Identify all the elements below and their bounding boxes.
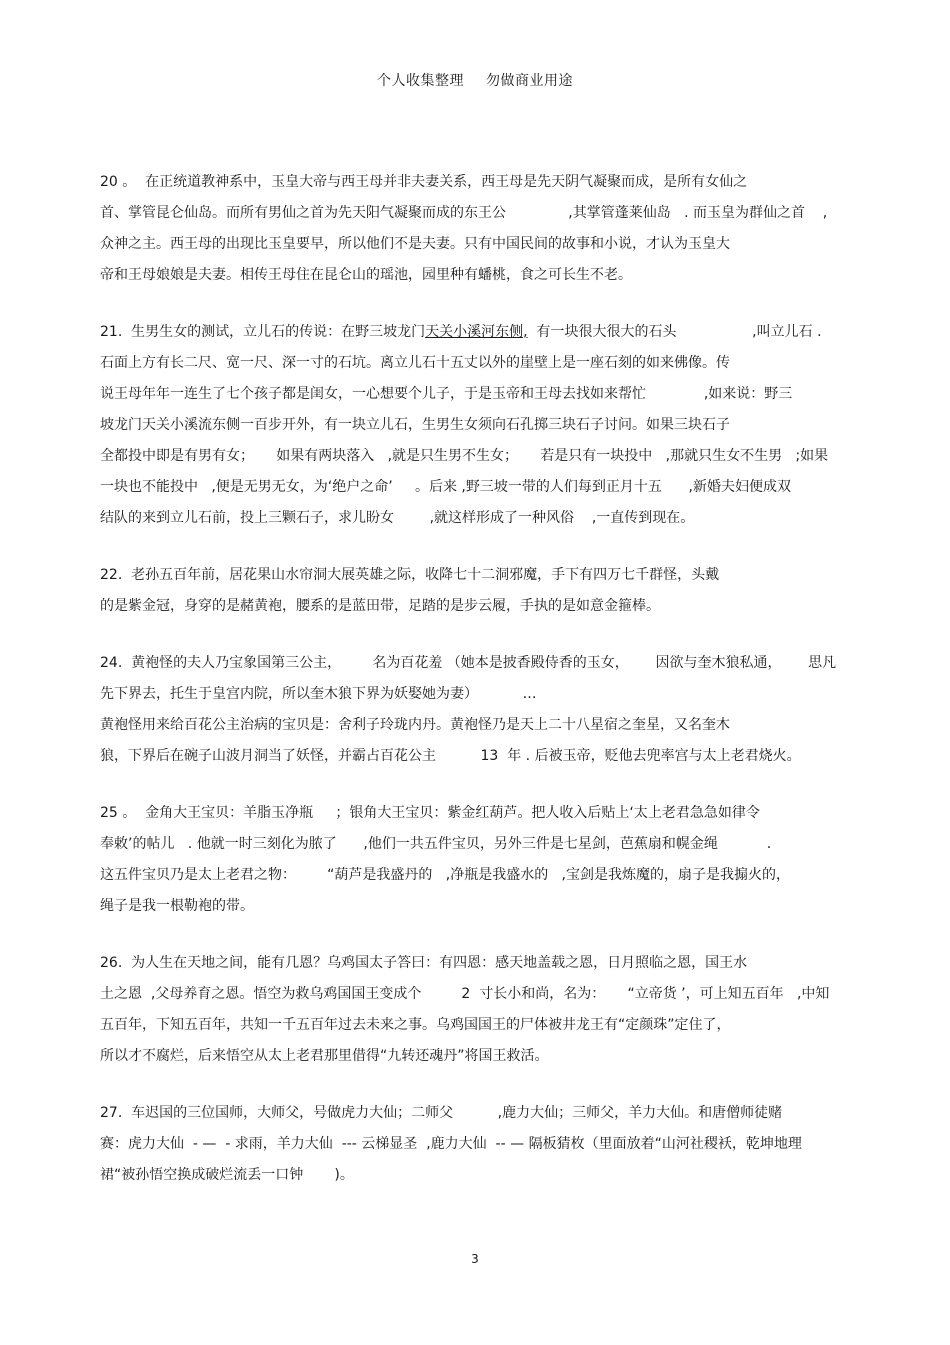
paragraph-line: 土之恩 ,父母养育之恩。悟空为救乌鸡国国王变成个 2 寸长小和尚，名为： “立帝货 ’，可上知五百年 ,中知 bbox=[100, 986, 830, 1002]
underlined-text: 天关小溪河东侧, bbox=[425, 324, 528, 340]
header-right-text: 勿做商业用途 bbox=[486, 73, 573, 89]
paragraph-line: 裙“被孙悟空换成破烂流丢一口钟 )。 bbox=[100, 1167, 354, 1183]
paragraph-26 bbox=[100, 948, 870, 1072]
paragraph-line: 24. 黄袍怪的夫人乃宝象国第三公主， 名为百花羞 （她本是披香殿侍香的玉女， 因欲与奎木狼私通， 思凡 bbox=[100, 655, 837, 671]
paragraph-21 bbox=[100, 317, 870, 534]
paragraph-line: 绳子是我一根勒袍的带。 bbox=[100, 898, 254, 914]
paragraph-line: 奉敕’的帖儿 . 他就一时三刻化为脓了 ,他们一共五件宝贝，另外三件是七星剑，芭蕉扇和幌金绳 . bbox=[100, 836, 772, 852]
document-body bbox=[100, 167, 870, 1217]
paragraph-line: 石面上方有长二尺、宽一尺、深一寸的石坑。离立儿石十五丈以外的崖壁上是一座石刻的如来佛像。传 bbox=[100, 355, 730, 371]
paragraph-27 bbox=[100, 1098, 870, 1191]
paragraph-line: 众神之主。西王母的出现比玉皇要早，所以他们不是夫妻。只有中国民间的故事和小说，才认为玉皇大 bbox=[100, 236, 730, 252]
header-left-text: 个人收集整理 bbox=[377, 73, 464, 89]
paragraph-line: 黄袍怪用来给百花公主治病的宝贝是：舍利子玲珑内丹。黄袍怪乃是天上二十八星宿之奎星，又名奎木 bbox=[100, 717, 730, 733]
page-number: 3 bbox=[471, 1252, 479, 1266]
paragraph-line: 结队的来到立儿石前，投上三颗石子，求儿盼女 ,就这样形成了一种风俗 ,一直传到现在。 bbox=[100, 510, 695, 526]
paragraph-line: 帝和王母娘娘是夫妻。相传王母住在昆仑山的瑶池，园里种有蟠桃，食之可长生不老。 bbox=[100, 267, 632, 283]
paragraph-line: 25 。 金角大王宝贝：羊脂玉净瓶 ；银角大王宝贝：紫金红葫芦。把人收入后贴上‘太上老君急急如律令 bbox=[100, 805, 760, 821]
paragraph-line: 22. 老孙五百年前，居花果山水帘洞大展英雄之际，收降七十二洞邪魔，手下有四万七千群怪，头戴 bbox=[100, 567, 720, 583]
paragraph-line: 狼，下界后在碗子山波月洞当了妖怪，并霸占百花公主 13 年 . 后被玉帝，贬他去兜率宫与太上老君烧火。 bbox=[100, 748, 801, 764]
paragraph-line: 坡龙门天关小溪流东侧一百步开外，有一块立儿石，生男生女须向石孔掷三块石子讨问。如果三块石子 bbox=[100, 417, 730, 433]
paragraph-line: 全都投中即是有男有女； 如果有两块落入 ,就是只生男不生女； 若是只有一块投中 ,那就只生女不生男 ;如果 bbox=[100, 448, 829, 464]
paragraph-20 bbox=[100, 167, 870, 291]
paragraph-line: 首、掌管昆仑仙岛。而所有男仙之首为先天阳气凝聚而成的东王公 ,其掌管蓬莱仙岛 . 而玉皇为群仙之首 , bbox=[100, 205, 828, 221]
paragraph-line: 五百年，下知五百年，共知一千五百年过去未来之事。乌鸡国国王的尸体被井龙王有“定颜珠”定住了， bbox=[100, 1017, 731, 1033]
paragraph-line: 先下界去，托生于皇宫内院，所以奎木狼下界为妖娶她为妻） … bbox=[100, 686, 537, 702]
paragraph-line: 20 。 在正统道教神系中，玉皇大帝与西王母并非夫妻关系，西王母是先天阴气凝聚而成，是所有女仙之 bbox=[100, 174, 748, 190]
paragraph-line bbox=[100, 317, 870, 348]
paragraph-22 bbox=[100, 560, 870, 622]
paragraph-line: 说王母年年一连生了七个孩子都是闺女，一心想要个儿子，于是玉帝和王母去找如来帮忙 ,如来说：野三 bbox=[100, 386, 793, 402]
paragraph-line-head: 21. 生男生女的测试，立儿石的传说：在野三坡龙门 bbox=[100, 324, 426, 340]
paragraph-line: 所以才不腐烂，后来悟空从太上老君那里借得“九转还魂丹”将国王救活。 bbox=[100, 1048, 549, 1064]
paragraph-line-tail: 有一块很大很大的石头 ,叫立儿石 . bbox=[527, 324, 822, 340]
paragraph-line: 27. 车迟国的三位国师，大师父，号做虎力大仙；二师父 ,鹿力大仙；三师父，羊力大仙。和唐僧师徒赌 bbox=[100, 1105, 783, 1121]
paragraph-25 bbox=[100, 798, 870, 922]
page-header bbox=[0, 70, 950, 90]
paragraph-line: 的是紫金冠，身穿的是赭黄袍，腰系的是蓝田带，足踏的是步云履，手执的是如意金箍棒。 bbox=[100, 598, 660, 614]
paragraph-line: 这五件宝贝乃是太上老君之物： “葫芦是我盛丹的 ,净瓶是我盛水的 ,宝剑是我炼魔的，扇子是我搧火的， bbox=[100, 867, 791, 883]
paragraph-line: 赛：虎力大仙 - — - 求雨，羊力大仙 --- 云梯显圣 ,鹿力大仙 -- — 隔板猜枚（里面放着“山河社稷袄，乾坤地理 bbox=[100, 1136, 802, 1152]
paragraph-line: 26. 为人生在天地之间，能有几恩？乌鸡国太子答曰：有四恩：感天地盖载之恩，日月照临之恩，国王水 bbox=[100, 955, 748, 971]
paragraph-24 bbox=[100, 648, 870, 772]
paragraph-line: 一块也不能投中 ,便是无男无女，为‘绝户之命’ 。后来 ,野三坡一带的人们每到正月十五 ,新婚夫妇便成双 bbox=[100, 479, 792, 495]
